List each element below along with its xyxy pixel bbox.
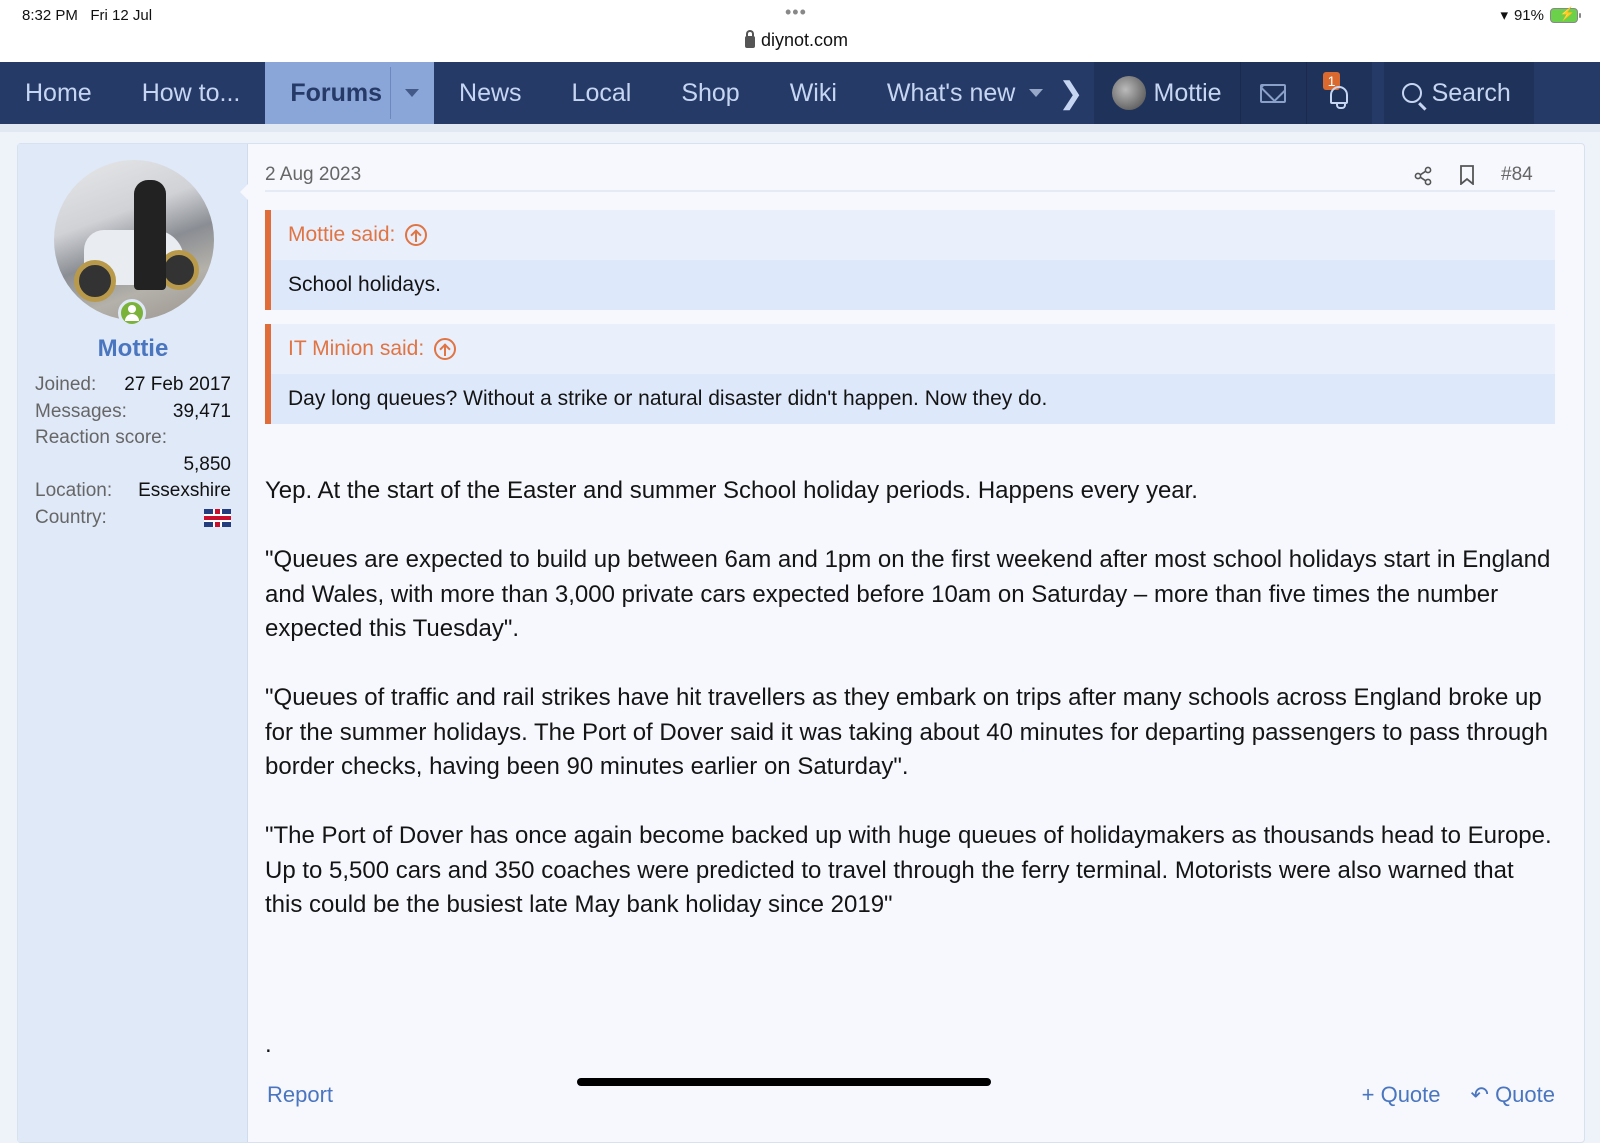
reply-quote-label: Quote [1495, 1082, 1555, 1107]
stat-value: Essexshire [138, 480, 231, 502]
post-body [265, 474, 1555, 957]
post-paragraph: "The Port of Dover has once again become backed up with huge queues of holidaymakers as thousands head to Europe. Up to 5,500 cars and 350 coaches were predicted to travel through the ferry terminal. Motorists were also warned that this could be the busiest late May bank holiday since 2019" [265, 822, 1552, 918]
nav-forums[interactable]: Forums [265, 62, 434, 124]
post-header [265, 160, 1555, 192]
stat-value: 39,471 [172, 400, 231, 422]
quote-block [265, 210, 1555, 310]
address-bar[interactable] [745, 30, 848, 51]
chevron-down-icon[interactable] [405, 89, 419, 97]
battery-icon: ⚡ [1550, 8, 1578, 23]
online-status-icon [118, 299, 146, 327]
nav-user-account[interactable] [1094, 62, 1240, 124]
quote-author-name: Mottie said: [288, 223, 396, 246]
wifi-icon: ▾ [1500, 7, 1508, 24]
stat-label: Country: [35, 506, 107, 528]
search-icon [1402, 83, 1422, 103]
forum-post [17, 143, 1585, 1143]
avatar [1112, 76, 1146, 110]
home-indicator[interactable] [577, 1078, 991, 1086]
inbox-button[interactable] [1240, 62, 1306, 124]
stat-label: Reaction score: [35, 427, 168, 449]
nav-news[interactable]: News [459, 78, 522, 107]
post-paragraph: Yep. At the start of the Easter and summer School holiday periods. Happens every year. [265, 477, 1198, 504]
alert-count-badge: 1 [1323, 72, 1341, 90]
search-label: Search [1431, 78, 1511, 107]
quote-text: School holidays. [271, 260, 1555, 310]
more-dots-icon[interactable]: ••• [785, 2, 807, 22]
stat-label: Messages: [35, 400, 127, 422]
battery-percent: 91% [1513, 6, 1544, 24]
status-right [1500, 6, 1578, 24]
quote-author-name: IT Minion said: [288, 337, 425, 360]
quote-text: Day long queues? Without a strike or natural disaster didn't happen. Now they do. [271, 374, 1555, 424]
stat-value: 27 Feb 2017 [124, 374, 231, 396]
envelope-icon [1260, 84, 1286, 103]
nav-how-to[interactable]: How to... [141, 78, 241, 107]
nav-user-name: Mottie [1153, 78, 1222, 107]
post-paragraph: "Queues are expected to build up between 6am and 1pm on the first weekend after most school holidays start in England and Wales, with more than 3,000 private cars expected before 10am on Saturday – more than five times the number expected this Tuesday". [265, 546, 1551, 642]
sub-nav-bar [0, 124, 1600, 132]
stat-label: Location: [35, 480, 113, 502]
quote-block [265, 324, 1555, 424]
search-button[interactable] [1384, 62, 1534, 124]
arrow-up-circle-icon[interactable] [434, 338, 456, 360]
stat-value: 5,850 [183, 453, 231, 475]
user-stats [35, 372, 231, 531]
quote-author[interactable] [271, 324, 1555, 374]
reply-quote-button[interactable] [1471, 1082, 1555, 1108]
post-trailing-text: . [265, 1031, 272, 1058]
quote-author[interactable] [271, 210, 1555, 260]
user-avatar[interactable] [54, 160, 214, 320]
uk-flag-icon [204, 509, 231, 527]
status-bar [0, 0, 1600, 62]
url-text: diynot.com [761, 30, 849, 50]
post-date[interactable]: 2 Aug 2023 [265, 164, 362, 185]
multi-quote-button[interactable]: + Quote [1361, 1082, 1441, 1107]
nav-shop[interactable]: Shop [681, 78, 740, 107]
main-nav [0, 62, 1600, 124]
nav-whats-new[interactable]: What's new [862, 62, 1058, 124]
lock-icon [745, 36, 755, 48]
nav-home[interactable]: Home [25, 78, 92, 107]
share-icon[interactable] [1413, 166, 1433, 186]
speech-arrow [240, 180, 252, 204]
status-time: 8:32 PM Fri 12 Jul [22, 7, 153, 24]
nav-local[interactable]: Local [571, 78, 632, 107]
alerts-button[interactable] [1306, 62, 1372, 124]
stat-label: Joined: [35, 374, 97, 396]
report-link[interactable]: Report [267, 1082, 334, 1107]
post-username[interactable]: Mottie [97, 335, 169, 362]
post-user-sidebar [18, 144, 248, 1142]
post-number[interactable]: #84 [1501, 164, 1533, 185]
arrow-up-circle-icon[interactable] [405, 224, 427, 246]
post-paragraph: "Queues of traffic and rail strikes have hit travellers as they embark on trips after many schools across England broke up for the summer holidays. The Port of Dover said it was taking about 40 minutes for departing passengers to pass through border checks, having been 90 minutes earlier on Saturday". [265, 684, 1548, 780]
reply-icon: ↶ [1470, 1082, 1496, 1107]
bell-icon [1330, 86, 1348, 104]
chevron-down-icon[interactable] [1029, 89, 1043, 97]
nav-wiki[interactable]: Wiki [789, 78, 837, 107]
chevron-right-icon[interactable]: ❯ [1058, 76, 1084, 110]
bookmark-icon[interactable] [1459, 165, 1475, 185]
